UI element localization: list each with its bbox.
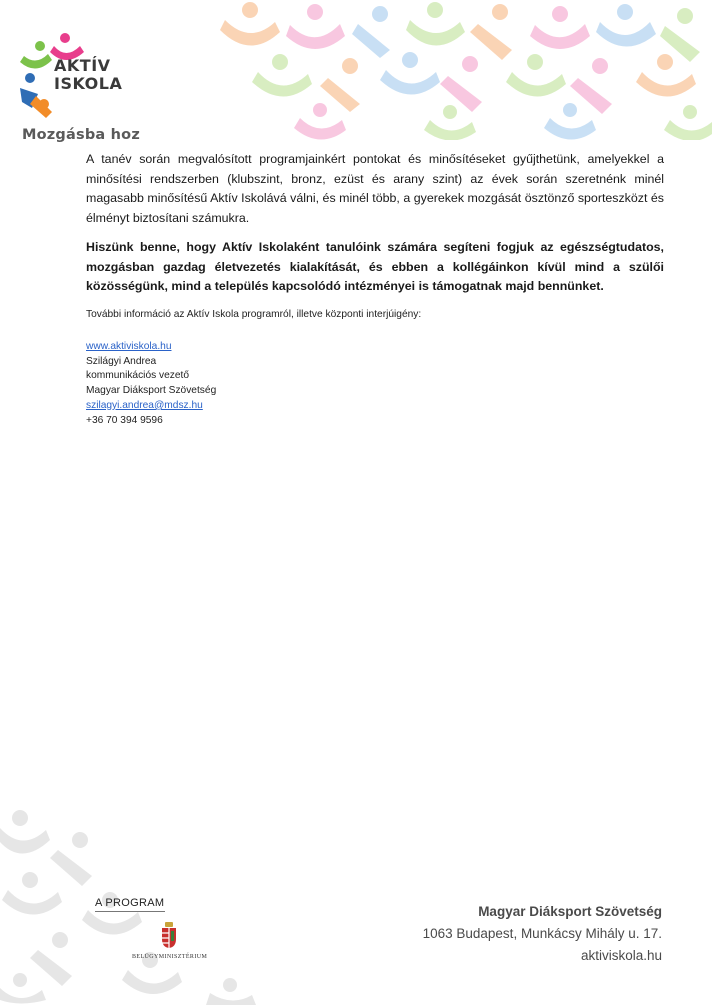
tagline: Mozgásba hoz xyxy=(22,127,140,143)
footer-org-address: 1063 Budapest, Munkácsy Mihály u. 17. xyxy=(422,926,662,941)
header-decoration xyxy=(220,0,712,140)
contact-phone: +36 70 394 9596 xyxy=(86,414,163,426)
program-underline xyxy=(95,911,165,912)
info-line: További információ az Aktív Iskola programról, illetve központi interjúigény: xyxy=(86,309,422,320)
body-paragraph-2: Hiszünk benne, hogy Aktív Iskolaként tanulóink számára segíteni fogjuk az egészségtudatos, mozgásban gazdag életvezetés kialakítását, és ebben a kollégáinkon kívül mind a szülői közösségünk, mind a település kapcsolódó intézményei is támogatnak majd bennünket. xyxy=(86,240,664,293)
footer-website[interactable]: aktiviskola.hu xyxy=(580,948,662,963)
footer-org-name: Magyar Diáksport Szövetség xyxy=(478,904,662,919)
email-link[interactable]: szilagyi.andrea@mdsz.hu xyxy=(86,399,203,411)
logo-text-line1: AKTÍV xyxy=(54,56,111,75)
footer-decoration xyxy=(0,800,330,1007)
body-paragraph-1: A tanév során megvalósított programjainkért pontokat és minősítéseket gyűjthetünk, amelyekkel a minősítési rendszerben (klubszint, bronz, ezüst és arany szint) az évek során szeretnénk minél magasabb minősítésű Aktív Iskolává válni, és minél több, a gyerekek mozgását ösztönző sporteszközt és élményt biztosítani számukra. xyxy=(86,152,664,225)
logo-text-line2: ISKOLA xyxy=(54,74,123,93)
website-link[interactable]: www.aktiviskola.hu xyxy=(86,341,172,352)
ministry-label: BELÜGYMINISZTÉRIUM xyxy=(132,954,208,960)
program-label: A PROGRAM xyxy=(95,897,165,909)
contact-role: kommunikációs vezető xyxy=(86,370,190,382)
contact-block xyxy=(86,340,216,428)
contact-organization: Magyar Diáksport Szövetség xyxy=(86,385,217,397)
contact-name: Szilágyi Andrea xyxy=(86,355,157,367)
hungarian-crest-icon xyxy=(160,921,178,949)
